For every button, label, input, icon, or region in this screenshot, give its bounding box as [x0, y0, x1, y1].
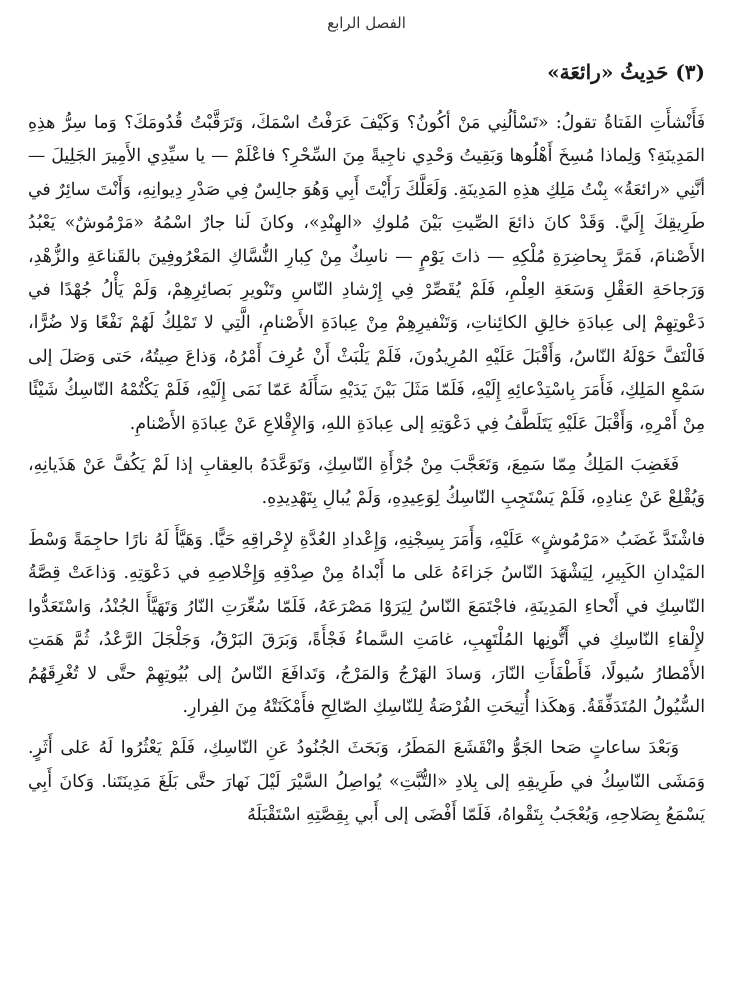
chapter-header: الفصل الرابع — [327, 14, 406, 32]
paragraph: فَأَنْشأَتِ الفَتاةُ تقولُ: «تَسْألُنِي مَنْ أكُونُ؟ وَكَيْفَ عَرَفْتُ اسْمَكَ، وَتَرَقَّبْتُ قُدُومَكَ؟ وَما سِرُّ هذِهِ المَدِينَةِ؟ وَلِماذا مُسِخَ أَهْلُوها وَبَقِيتُ وَحْدِي ناجِيةً مِنَ السِّحْرِ؟ فاعْلَمْ — يا سيِّدِي الأَمِيرَ الجَلِيلَ — أنَّنِي «رائعَةُ» بِنْتُ مَلِكِ هذِهِ المَدِينَةِ. وَلَعَلَّكَ رَأَيْتَ أَبِي وَهُوَ جالِسٌ فِي صَدْرِ دِيوانِهِ، وَأَنْتَ سائِرٌ في طَرِيقِكَ إِلَيَّ. وَقَدْ كانَ ذائعَ الصِّيتِ بَيْنَ مُلوكِ «الهِنْدِ»، وكانَ لَنا جارٌ اسْمُهُ «مَرْمُوشٌ» يَعْبُدُ الأَصْنامَ، فَمَرَّ بِحاضِرَةِ مُلْكِهِ — ذاتَ يَوْمٍ — ناسِكٌ مِنْ كِبارِ النُّسَّاكِ المَعْرُوفِينَ بالقَناعَةِ والزُّهْدِ، وَرَجاحَةِ العَقْلِ وَسَعَةِ العِلْمِ، فَلَمْ يُقَصِّرْ فِي إِرْشادِ النّاسِ وتَنْويرِ بَصائِرِهِمْ، وَلَمْ يَأْلُ جُهْدًا في دَعْوتِهِمْ إلى عِبادَةِ خالِقِ الكائِناتِ، وَتَنْفيرِهِمْ مِنْ عِبادَةِ الأَصْنامِ، الَّتِي لا تَمْلِكُ لَهُمْ نَفْعًا وَلا ضُرًّا، فَالْتَفَّ حَوْلَهُ النّاسُ، وَأَقْبَلَ عَلَيْهِ المُرِيدُونَ، فَلَمْ يَلْبَثْ أَنْ عُرِفَ أَمْرُهُ، وَذاعَ صِيتُهُ، حَتى وَصَلَ إلى سَمْعِ المَلِكِ، فَأَمَرَ بِاسْتِدْعائِهِ إِلَيْهِ، فَلَمّا مَثَلَ بَيْنَ يَدَيْهِ سَأَلَهُ عَمّا نَمَى إِلَيْهِ، فَلَمْ يَكْتُمْهُ النّاسِكُ شَيْئًا مِنْ أَمْرِهِ، وَأَقْبَلَ عَلَيْهِ يَتَلَطَّفُ فِي دَعْوَتِهِ إلى عِبادَةِ اللهِ، وَالإِقْلاعِ عَنْ عِبادَةِ الأَصْنامِ. — [28, 113, 705, 434]
paragraph: وَبَعْدَ ساعاتٍ صَحا الجَوُّ وانْقَشَعَ المَطَرُ، وَبَحَثَ الجُنُودُ عَنِ النّاسِكِ، فَلَمْ يَعْثُرُوا لَهُ عَلى أَثَرٍ. وَمَشَى النّاسِكُ في طَرِيقِهِ إلى بِلادِ «التُّبَّتِ» يُواصِلُ السَّيْرَ لَيْلَ نَهارَ حتَّى بَلَغَ مَدِينَتَنا. وَكانَ أَبِي يَسْمَعُ بِصَلاحِهِ، وَيُعْجَبُ بِتَقْواهُ، فَلَمّا أَفْضَى إلى أَبي بِقِصَّتِهِ اسْتَقْبَلَهُ — [28, 738, 705, 826]
book-page — [28, 0, 705, 1000]
body-text — [28, 107, 705, 1000]
paragraph: فاشْتَدَّ غَضَبُ «مَرْمُوشٍ» عَلَيْهِ، وَأَمَرَ بِسِجْنِهِ، وَإِعْدادِ العُدَّةِ لإِحْراقِهِ حَيًّا. وَهَيَّأَ لَهُ نارًا حاجِمَةً وَسْطَ المَيْدانِ الكَبِيرِ، لِيَشْهَدَ النّاسُ جَزاءَهُ عَلى ما أَبْداهُ مِنْ صِدْقِهِ وَإِخْلاصِهِ في دَعْوَتِهِ. وَذاعَتْ قِصَّةُ النّاسِكِ في أَنْحاءِ المَدِينَةِ، فاجْتَمَعَ النّاسُ لِيَرَوْا مَصْرَعَهُ، فَلَمّا سُعِّرَتِ النّارُ وَتَهَيَّأَ الجُنْدُ، وَاسْتَعَدُّوا لإِلْقاءِ النّاسِكِ في أَتُّونِها المُلْتَهِبِ، غامَتِ السَّماءُ فَجْأَةً، وَبَرَقَ البَرْقُ، وَجَلْجَلَ الرَّعْدُ، ثُمَّ هَمَتِ الأَمْطارُ سُيولًا، فَأَطْفَأَتِ النّارَ، وَسادَ الهَرْجُ وَالمَرْجُ، وَتَدافَعَ النّاسُ إلى بُيُوتِهِمْ حتَّى لا تُغْرِقَهُمُ السُّيُولُ المُتَدَفِّقَةُ. وَهكَذا أُتِيحَتِ الفُرْصَةُ لِلنّاسِكِ الصّالِحِ فأَمْكَنَتْهُ مِنَ الفِرارِ. — [28, 529, 705, 717]
section-title: (٣) حَدِيثُ «رائعَة» — [547, 60, 705, 84]
paragraph: فَغَضِبَ المَلِكُ مِمّا سَمِعَ، وَتَعَجَّبَ مِنْ جُرْأَةِ النّاسِكِ، وَتَوَعَّدَهُ بالعِقابِ إذا لَمْ يَكُفَّ عَنْ هَذَيانِهِ، وَيُقْلِعْ عَنْ عِنادِهِ، فَلَمْ يَسْتَجِبِ النّاسِكُ لِوَعِيدِهِ، وَلَمْ يُبالِ بِتَهْدِيدِهِ. — [28, 455, 705, 509]
